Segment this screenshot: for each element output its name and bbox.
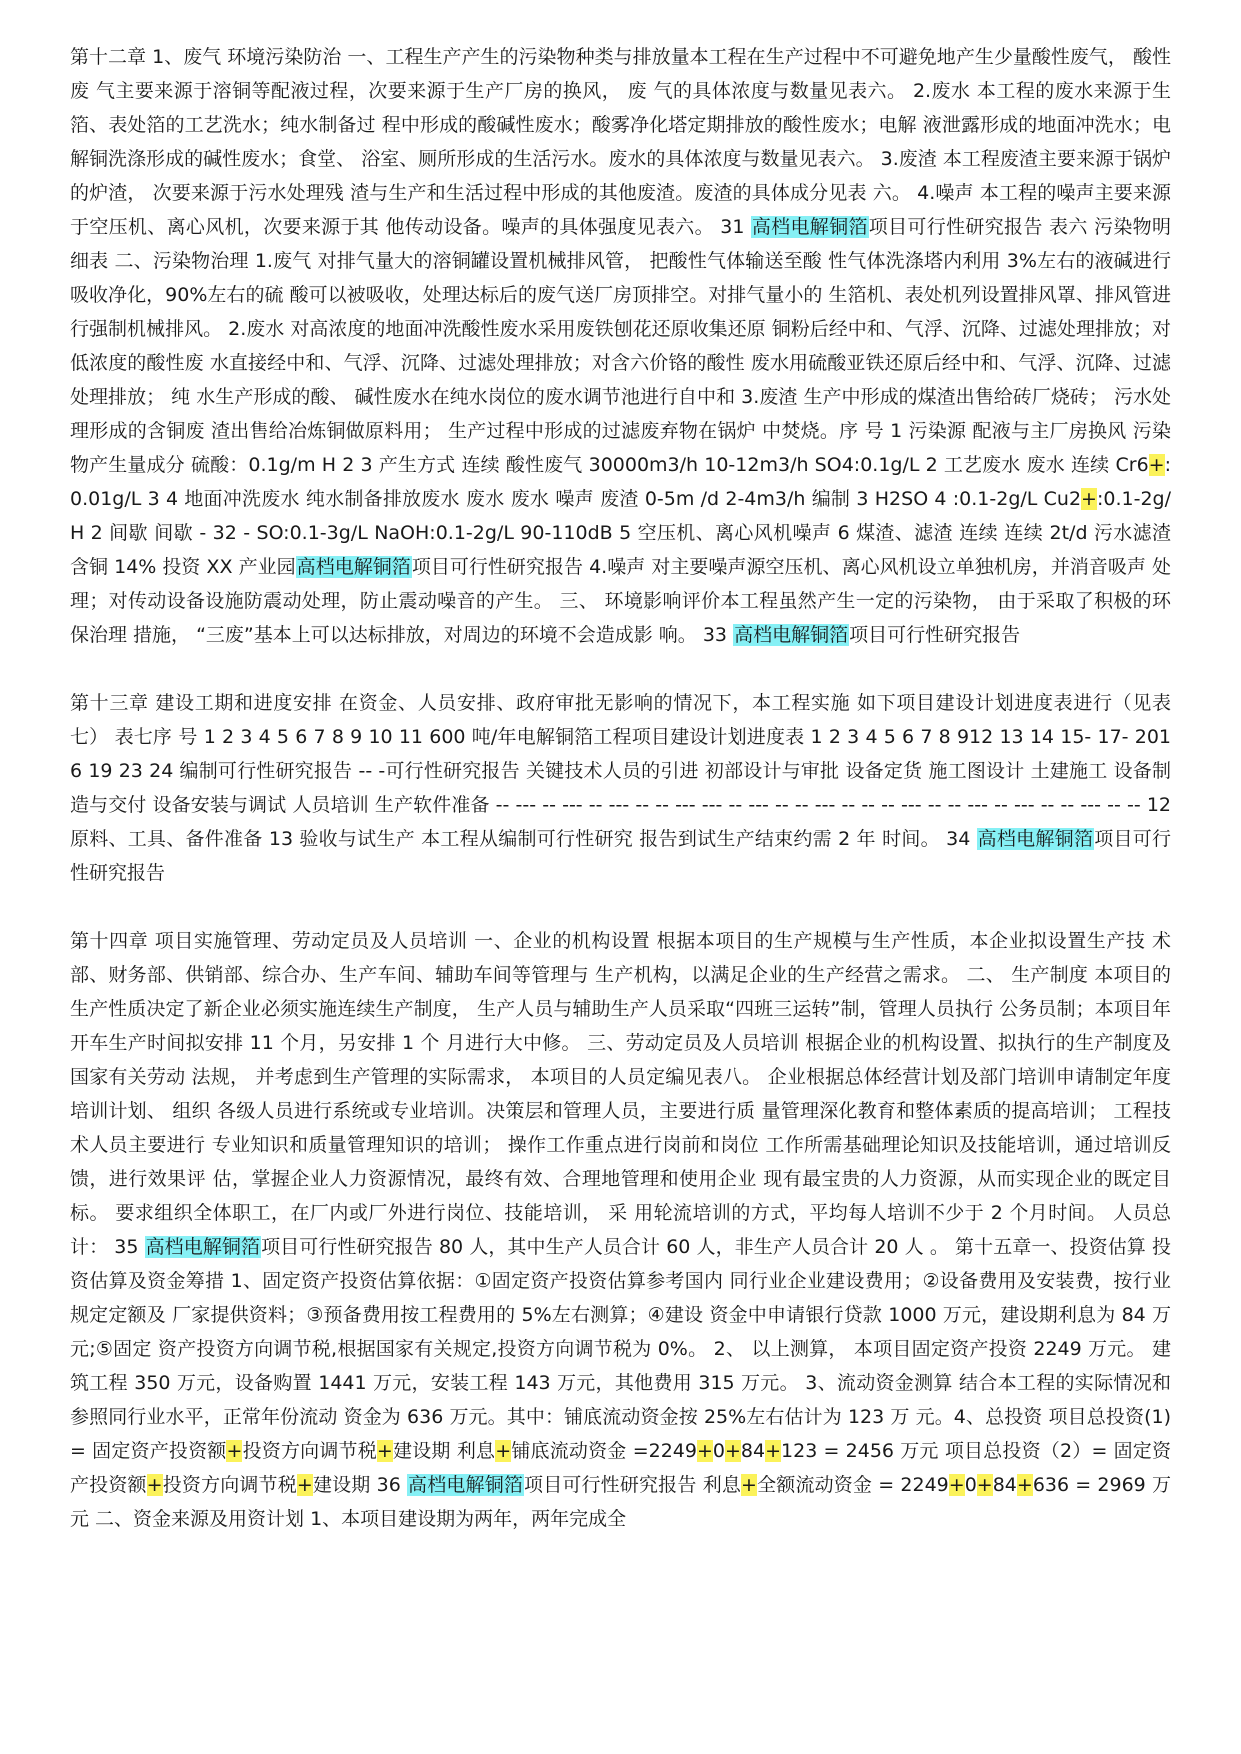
highlighted-plus: + (1081, 488, 1097, 510)
paragraph-chapter-14 (70, 924, 1171, 1536)
highlighted-plus: + (296, 1474, 313, 1496)
text-run: 投资方向调节税 (242, 1440, 377, 1462)
paragraph-chapter-12 (70, 40, 1171, 652)
text-run: 投资方向调节税 (162, 1474, 297, 1496)
text-run: 项目可行性研究报告 80 人，其中生产人员合计 60 人，非生产人员合计 20 人 。 第十五章一、投资估算 投资估算及资金筹措 1、固定资产投资估算依据：①固定资产投资估算参考国内 同行业企业建设费用；②设备费用及安装费，按行业规定定额及 厂家提供资料；③预备费用按工程费用的 5%左右测算；④建设 资金中申请银行贷款 1000 万元，建设期利息为 84 万元;⑤固定 资产投资方向调节税,根据国家有关规定,投资方向调节税为 0%。 2、 以上测算， 本项目固定资产投资 2249 万元。 建筑工程 350 万元，设备购置 1441 万元，安装工程 143 万元，其他费用 315 万元。 3、流动资金测算 结合本工程的实际情况和参照同行业水平，正常年份流动 资金为 636 万元。其中：铺底流动资金按 25%左右估计为 123 万 元。4、总投资 项目总投资(1)= 固定资产投资额 (70, 1236, 1171, 1462)
text-run: 项目可行性研究报告 4.噪声 对主要噪声源空压机、离心风机设立单独机房，并消音吸声 处理；对传动设备设施防震动处理，防止震动噪音的产生。 三、 环境影响评价本工程虽然产生一定的污染物， 由于采取了积极的环保治理 措施， “三废”基本上可以达标排放，对周边的环境不会造成影 响。 33 (70, 556, 1171, 646)
highlighted-term: 高档电解铜箔 (408, 1474, 524, 1496)
text-run: 0 (712, 1440, 725, 1462)
text-run: 第十三章 建设工期和进度安排 在资金、人员安排、政府审批无影响的情况下，本工程实施 如下项目建设计划进度表进行（见表七） 表七序 号 1 2 3 4 5 6 7 8 9 10 11 600 吨/年电解铜箔工程项目建设计划进度表 1 2 3 4 5 6 7 8 912 13 14 15- 17- 2016 19 23 24 编制可行性研究报告 -- -可行性研究报告 关键技术人员的引进 初部设计与审批 设备定货 施工图设计 土建施工 设备制造与交付 设备安装与调试 人员培训 生产软件准备 -- --- -- --- -- --- -- -- --- --- -- --- -- -- --- -- -- -- --- -- -- --- -- --- -- -- --- -- -- 12 原料、工具、备件准备 13 验收与试生产 本工程从编制可行性研究 报告到试生产结束约需 2 年 时间。 34 (70, 692, 1171, 850)
text-run: :0.01g/L 3 4 地面冲洗废水 纯水制备排放废水 废水 废水 噪声 废渣 0-5m /d 2-4m3/h 编制 3 H2SO 4 :0.1-2g/L Cu2 (70, 454, 1171, 510)
highlighted-plus: + (696, 1440, 713, 1462)
highlighted-plus: + (765, 1440, 782, 1462)
text-run: 项目可行性研究报告 利息 (524, 1474, 742, 1496)
text-run: 建设期 利息 (392, 1440, 496, 1462)
text-run: 84 (992, 1474, 1017, 1496)
text-run: 123 = 2456 万元 项目总投资（2）= 固定资产投资额 (70, 1440, 1171, 1496)
text-run: 第十四章 项目实施管理、劳动定员及人员培训 一、企业的机构设置 根据本项目的生产规模与生产性质，本企业拟设置生产技 术部、财务部、供销部、综合办、生产车间、辅助车间等管理与 生产机构，以满足企业的生产经营之需求。 二、 生产制度 本项目的生产性质决定了新企业必须实施连续生产制度， 生产人员与辅助生产人员采取“四班三运转”制，管理人员执行 公务员制；本项目年开车生产时间拟安排 11 个月，另安排 1 个 月进行大中修。 三、劳动定员及人员培训 根据企业的机构设置、拟执行的生产制度及国家有关劳动 法规， 并考虑到生产管理的实际需求， 本项目的人员定编见表八。 企业根据总体经营计划及部门培训申请制定年度培训计划、 组织 各级人员进行系统或专业培训。决策层和管理人员，主要进行质 量管理深化教育和整体素质的提高培训； 工程技术人员主要进行 专业知识和质量管理知识的培训； 操作工作重点进行岗前和岗位 工作所需基础理论知识及技能培训，通过培训反馈，进行效果评 估，掌握企业人力资源情况，最终有效、合理地管理和使用企业 现有最宝贵的人力资源，从而实现企业的既定目标。 要求组织全体职工，在厂内或厂外进行岗位、技能培训， 采 用轮流培训的方式，平均每人培训不少于 2 个月时间。 人员总计： 35 (70, 930, 1171, 1258)
highlighted-term: 高档电解铜箔 (296, 556, 411, 578)
text-run: 项目可行性研究报告 (849, 624, 1021, 646)
highlighted-plus: + (948, 1474, 965, 1496)
text-run: 全额流动资金 = 2249 (756, 1474, 949, 1496)
text-run: 84 (740, 1440, 766, 1462)
text-run: 铺底流动资金 =2249 (511, 1440, 697, 1462)
highlighted-term: 高档电解铜箔 (734, 624, 849, 646)
highlighted-plus: + (495, 1440, 512, 1462)
highlighted-term: 高档电解铜箔 (751, 216, 868, 238)
text-run: :0.1-2g/ H 2 间歇 间歇 - 32 - SO:0.1-3g/L NaOH:0.1-2g/L 90-110dB 5 空压机、离心风机噪声 6 煤渣、滤渣 连续 连续 2t/d 污水滤渣含铜 14% 投资 XX 产业园 (70, 488, 1171, 578)
highlighted-term: 高档电解铜箔 (977, 828, 1094, 850)
highlighted-term: 高档电解铜箔 (145, 1236, 261, 1258)
highlighted-plus: + (376, 1440, 393, 1462)
text-run: 第十二章 1、废气 环境污染防治 一、工程生产产生的污染物种类与排放量本工程在生产过程中不可避免地产生少量酸性废气， 酸性废 气主要来源于溶铜等配液过程，次要来源于生产厂房的换风， 废 气的具体浓度与数量见表六。 2.废水 本工程的废水来源于生箔、表处箔的工艺洗水；纯水制备过 程中形成的酸碱性废水；酸雾净化塔定期排放的酸性废水；电解 液泄露形成的地面冲洗水；电解铜洗涤形成的碱性废水；食堂、 浴室、厕所形成的生活污水。废水的具体浓度与数量见表六。 3.废渣 本工程废渣主要来源于锅炉的炉渣， 次要来源于污水处理残 渣与生产和生活过程中形成的其他废渣。废渣的具体成分见表 六。 4.噪声 本工程的噪声主要来源于空压机、离心风机，次要来源于其 他传动设备。噪声的具体强度见表六。 31 (70, 46, 1171, 238)
highlighted-plus: + (741, 1474, 757, 1496)
paragraph-chapter-13 (70, 686, 1171, 890)
text-run: 建设期 36 (312, 1474, 408, 1496)
document-page (70, 40, 1171, 1536)
text-run: 0 (964, 1474, 977, 1496)
text-run: 项目可行性研究报告 (70, 828, 1171, 884)
text-run: 636 = 2969 万元 二、资金来源及用资计划 1、本项目建设期为两年，两年完成全 (70, 1474, 1171, 1530)
highlighted-plus: + (724, 1440, 741, 1462)
text-run: 项目可行性研究报告 表六 污染物明细表 二、污染物治理 1.废气 对排气量大的溶铜罐设置机械排风管， 把酸性气体输送至酸 性气体洗涤塔内利用 3%左右的液碱进行吸收净化，90%左右的硫 酸可以被吸收，处理达标后的废气送厂房顶排空。对排气量小的 生箔机、表处机列设置排风罩、排风管进行强制机械排风。 2.废水 对高浓度的地面冲洗酸性废水采用废铁刨花还原收集还原 铜粉后经中和、气浮、沉降、过滤处理排放；对低浓度的酸性废 水直接经中和、气浮、沉降、过滤处理排放；对含六价铬的酸性 废水用硫酸亚铁还原后经中和、气浮、沉降、过滤处理排放； 纯 水生产形成的酸、 碱性废水在纯水岗位的废水调节池进行自中和 3.废渣 生产中形成的煤渣出售给砖厂烧砖； 污水处理形成的含铜废 渣出售给冶炼铜做原料用； 生产过程中形成的过滤废弃物在锅炉 中焚烧。序 号 1 污染源 配液与主厂房换风 污染物产生量成分 硫酸：0.1g/m H 2 3 产生方式 连续 酸性废气 30000m3/h 10-12m3/h SO4:0.1g/L 2 工艺废水 废水 连续 Cr6 (70, 216, 1171, 476)
highlighted-plus: + (1016, 1474, 1033, 1496)
highlighted-plus: + (976, 1474, 993, 1496)
highlighted-plus: + (1148, 454, 1165, 476)
highlighted-plus: + (226, 1440, 243, 1462)
highlighted-plus: + (146, 1474, 163, 1496)
